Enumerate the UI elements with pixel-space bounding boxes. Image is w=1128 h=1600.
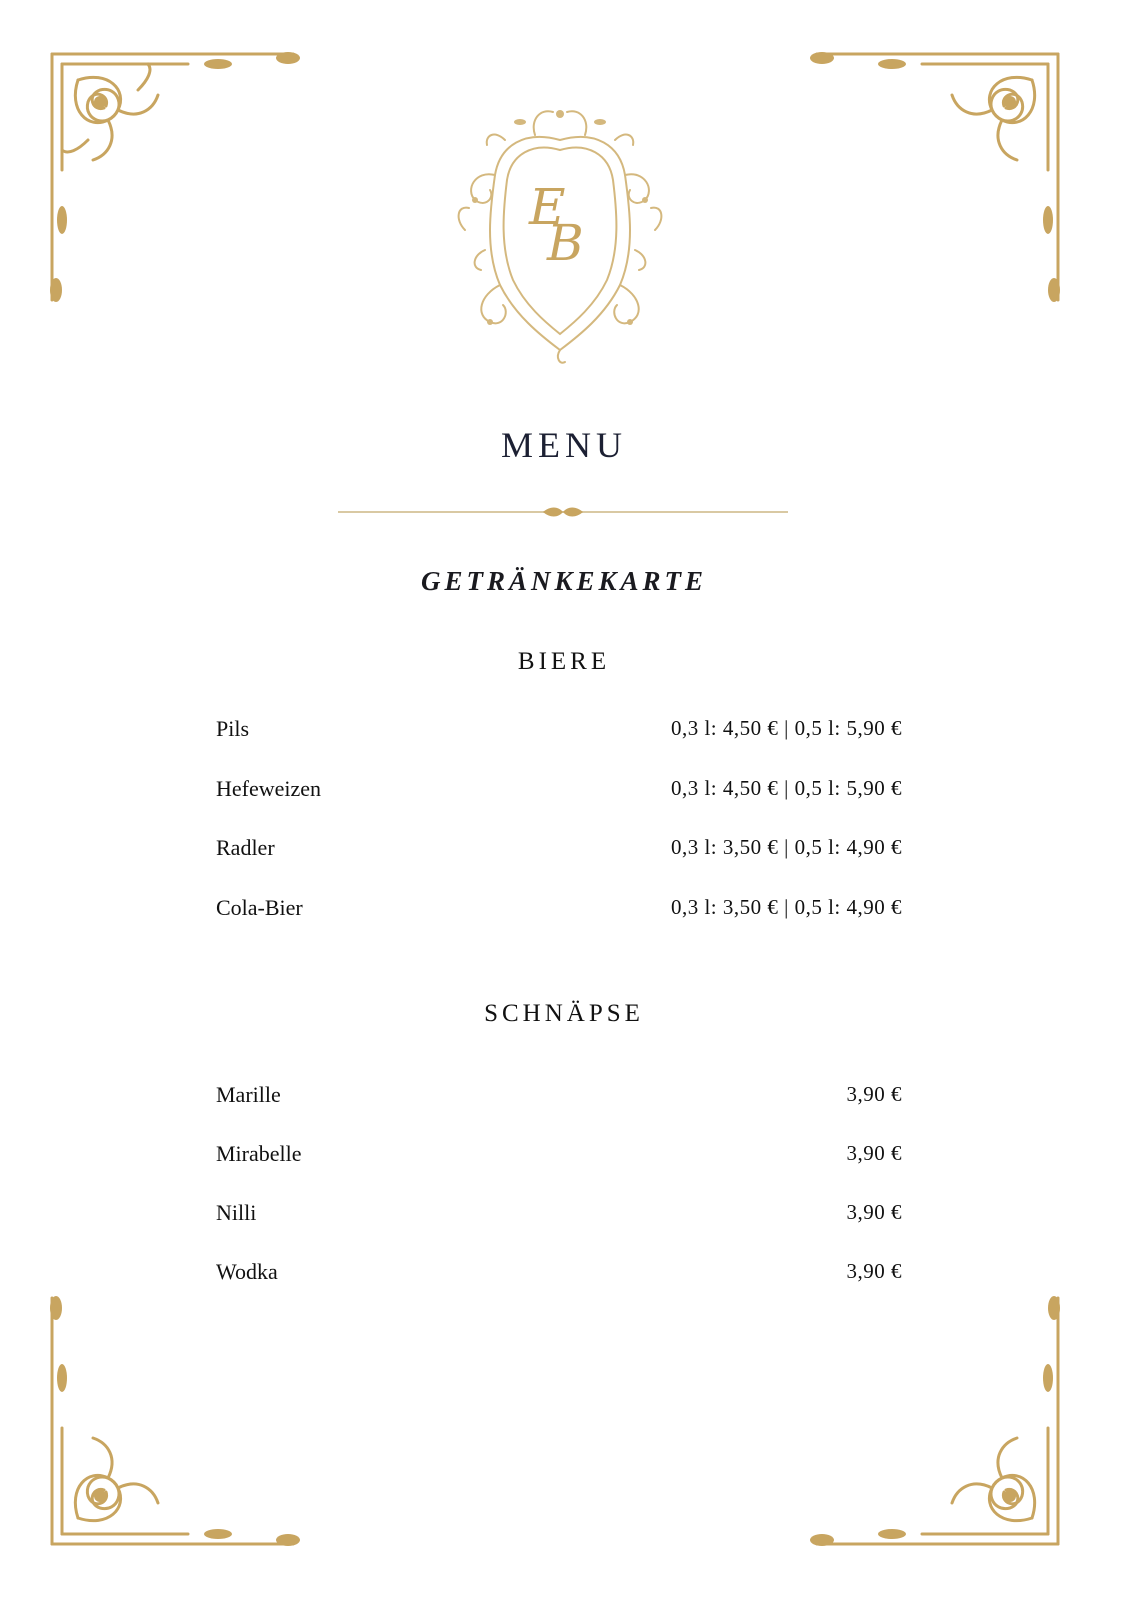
monogram-letter-e: E bbox=[529, 178, 566, 236]
item-price: 3,90 € bbox=[846, 1259, 902, 1283]
item-name: Cola-Bier bbox=[216, 895, 303, 920]
item-name: Wodka bbox=[216, 1259, 278, 1284]
item-price: 3,90 € bbox=[846, 1200, 902, 1224]
item-name: Hefeweizen bbox=[216, 776, 322, 801]
item-name: Nilli bbox=[216, 1200, 257, 1225]
item-price: 0,3 l: 3,50 € | 0,5 l: 4,90 € bbox=[670, 895, 902, 919]
menu-item bbox=[216, 895, 902, 927]
item-name: Mirabelle bbox=[216, 1141, 302, 1166]
corner-ornament-top-right bbox=[802, 50, 1062, 310]
item-price: 0,3 l: 3,50 € | 0,5 l: 4,90 € bbox=[670, 835, 902, 859]
menu-item bbox=[216, 1141, 902, 1173]
page-title: MENU bbox=[501, 425, 627, 465]
monogram-letter-b: B bbox=[547, 214, 584, 272]
section-heading-schnaepse: SCHNÄPSE bbox=[484, 1000, 644, 1027]
corner-ornament-top-left bbox=[48, 50, 308, 310]
monogram bbox=[445, 100, 675, 370]
item-price: 0,3 l: 4,50 € | 0,5 l: 5,90 € bbox=[670, 716, 902, 740]
menu-item bbox=[216, 716, 902, 748]
item-name: Marille bbox=[216, 1082, 281, 1107]
monogram-crest bbox=[445, 100, 675, 370]
corner-ornament-bottom-right bbox=[802, 1288, 1062, 1548]
item-price: 3,90 € bbox=[846, 1141, 902, 1165]
menu-item bbox=[216, 835, 902, 867]
corner-ornament-bottom-left bbox=[48, 1288, 308, 1548]
ornamental-divider bbox=[338, 505, 788, 519]
menu-item bbox=[216, 1200, 902, 1232]
menu-item bbox=[216, 1259, 902, 1291]
item-price: 0,3 l: 4,50 € | 0,5 l: 5,90 € bbox=[670, 776, 902, 800]
item-name: Radler bbox=[216, 835, 275, 860]
item-price: 3,90 € bbox=[846, 1082, 902, 1106]
menu-item bbox=[216, 1082, 902, 1114]
menu-item bbox=[216, 776, 902, 808]
drinks-menu-subtitle: GETRÄNKEKARTE bbox=[420, 566, 708, 596]
section-heading-biere: BIERE bbox=[517, 648, 611, 675]
item-name: Pils bbox=[216, 716, 250, 741]
